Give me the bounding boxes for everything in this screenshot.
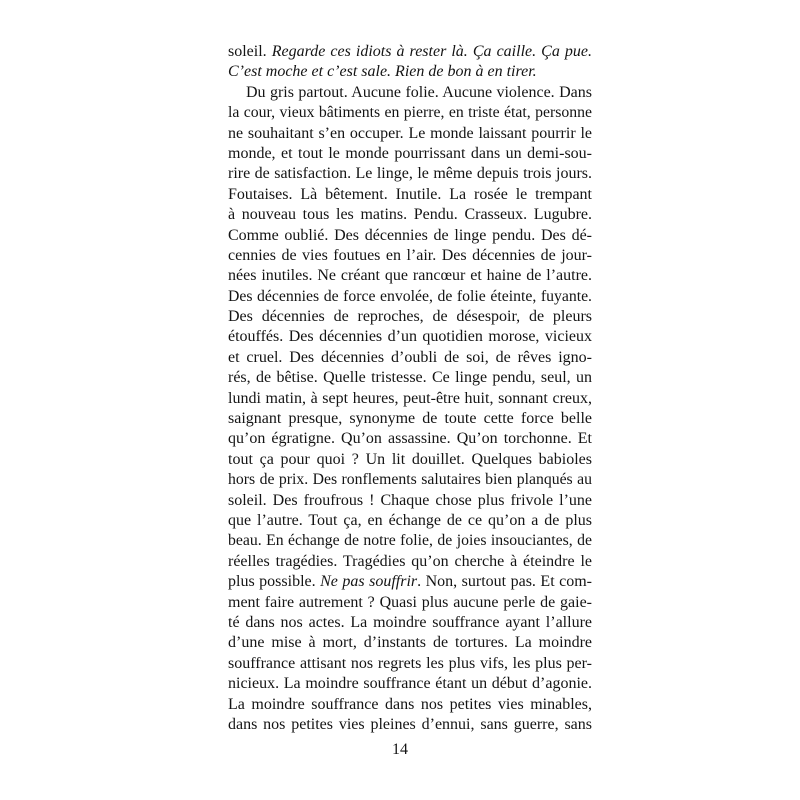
text-segment: Des décennies de reproches, de désespoir, de pleurs [228,308,592,326]
text-segment: nicieux. La moindre souffrance étant un début d’agonie. [228,675,592,693]
text-line [228,103,592,123]
text-segment: rés, de bêtise. Quelle tristesse. Ce linge pendu, seul, un [228,369,592,387]
text-segment: nées inutiles. Ne créant que rancœur et haine de l’autre. [228,267,592,285]
text-segment: lundi matin, à sept heures, peut-être huit, sonnant creux, [228,389,592,407]
text-segment: ne souhaitant s’en occuper. Le monde laissant pourrir le [228,124,592,142]
text-segment: . Non, surtout pas. Et com- [417,573,593,591]
italic-text: Ne pas souffrir [320,573,418,591]
text-segment: hors de prix. Des ronflements salutaires bien planqués au [228,471,592,489]
text-line [228,62,592,82]
text-segment: La moindre souffrance dans nos petites vies minables, [228,695,592,713]
page-number: 14 [392,741,408,758]
text-segment: cennies de vies foutues en l’air. Des décennies de jour- [228,246,592,264]
text-line [228,593,592,613]
text-line [228,327,592,347]
text-line [228,266,592,286]
text-line [228,654,592,674]
text-segment: saignant presque, synonyme de toute cette force belle [228,410,592,428]
text-line [228,42,592,62]
text-segment: té dans nos actes. La moindre souffrance ayant l’allure [228,613,592,631]
text-line [228,164,592,184]
text-segment: dans nos petites vies pleines d’ennui, sans guerre, sans [228,715,592,733]
text-line [228,348,592,368]
text-segment: monde, et tout le monde pourrissant dans un demi-sou- [228,144,592,162]
text-segment: soleil. Des froufrous ! Chaque chose plus frivole l’une [228,491,592,509]
body-text [228,42,592,735]
text-segment: étouffés. Des décennies d’un quotidien morose, vicieux [228,328,592,346]
text-segment: réelles tragédies. Tragédies qu’on cherche à éteindre le [228,552,592,570]
text-line [228,531,592,551]
text-line [228,572,592,592]
text-line [228,226,592,246]
text-line [228,695,592,715]
italic-text: C’est moche et c’est sale. Rien de bon à en tirer. [228,63,537,81]
text-line [228,633,592,653]
text-line [228,674,592,694]
text-line [228,511,592,531]
text-segment: plus possible. [228,573,321,591]
text-segment: tout ça pour quoi ? Un lit douillet. Quelques babioles [228,450,592,468]
text-line [228,491,592,511]
text-line [228,368,592,388]
text-line [228,715,592,735]
text-line [228,552,592,572]
text-line [228,307,592,327]
text-segment: qu’on égratigne. Qu’on assassine. Qu’on torchonne. Et [228,430,592,448]
text-line [228,246,592,266]
text-line [228,613,592,633]
text-segment: Du gris partout. Aucune folie. Aucune violence. Dans [246,83,592,101]
text-segment: la cour, vieux bâtiments en pierre, en triste état, personne [228,104,592,122]
text-line [228,144,592,164]
text-line [228,450,592,470]
text-line [228,205,592,225]
text-line [228,185,592,205]
text-segment: et cruel. Des décennies d’oubli de soi, de rêves igno- [228,348,592,366]
text-line [228,124,592,144]
text-segment: que l’autre. Tout ça, en échange de ce qu’on a de plus [228,511,592,529]
text-line [228,389,592,409]
text-segment: Comme oublié. Des décennies de linge pendu. Des dé- [228,226,592,244]
text-segment: ment faire autrement ? Quasi plus aucune perle de gaie- [228,593,592,611]
text-segment: souffrance attisant nos regrets les plus vifs, les plus per- [228,654,592,672]
text-segment: rire de satisfaction. Le linge, le même depuis trois jours. [228,165,592,183]
text-line [228,287,592,307]
text-segment: Des décennies de force envolée, de folie éteinte, fuyante. [228,287,592,305]
italic-text: Regarde ces idiots à rester là. Ça caille. Ça pue. [271,43,593,60]
text-line [228,83,592,103]
text-line [228,429,592,449]
text-line [228,409,592,429]
text-segment: beau. En échange de notre folie, de joies insouciantes, de [228,532,592,550]
text-segment: Foutaises. Là bêtement. Inutile. La rosée le trempant [228,185,592,203]
text-segment: d’une mise à mort, d’instants de tortures. La moindre [228,634,592,652]
text-segment: soleil. [228,43,272,60]
text-segment: à nouveau tous les matins. Pendu. Crasseux. Lugubre. [228,206,592,224]
text-line [228,470,592,490]
